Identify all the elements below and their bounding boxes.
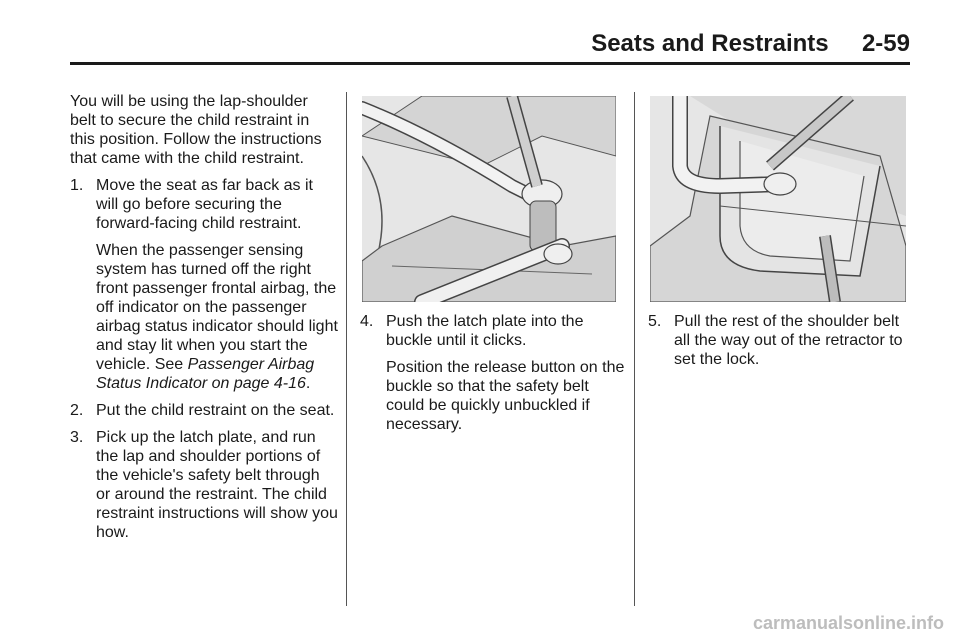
header-rule [70, 62, 910, 65]
step-number: 5. [648, 313, 662, 330]
column-2 [360, 312, 628, 442]
step-number: 3. [70, 429, 84, 446]
step-text: Push the latch plate into the buckle until it clicks. [386, 313, 584, 349]
illustration-shoulder-belt [650, 96, 906, 302]
step-text: Pull the rest of the shoulder belt all the way out of the retractor to set the lock. [674, 313, 903, 368]
shoulder-belt-drawing [650, 96, 906, 302]
step-2 [70, 401, 338, 428]
watermark: carmanualsonline.info [752, 613, 944, 633]
column-3 [648, 312, 916, 377]
step-number: 4. [360, 313, 374, 330]
step-text: Move the seat as far back as it will go before securing the forward-facing child restraint. [96, 177, 313, 232]
column-divider-2 [634, 92, 635, 606]
step-5 [648, 312, 916, 377]
illustration-latch-buckle [362, 96, 616, 302]
step-number: 2. [70, 402, 84, 419]
section-title: Seats and Restraints [591, 30, 829, 57]
note-text: When the passenger sensing system has turned off the right front passenger frontal airbag, the off indicator on the passenger airbag status indicator should light and stay lit when you start the vehicle. See [96, 242, 338, 373]
step-text: Put the child restraint on the seat. [96, 402, 335, 419]
page-header [70, 30, 910, 64]
step-1 [70, 176, 338, 241]
note-end: . [305, 375, 311, 392]
step-3 [70, 428, 338, 550]
intro-paragraph: You will be using the lap-shoulder belt to secure the child restraint in this position. Follow the instructions that came with the child restraint. [70, 93, 322, 167]
cross-reference-link[interactable]: Passenger Airbag Status Indicator on page 4-16 [96, 356, 315, 392]
column-divider-1 [346, 92, 347, 606]
step-4-note: Position the release button on the buckle so that the safety belt could be quickly unbuckled if necessary. [386, 359, 625, 433]
header-title [591, 30, 910, 58]
step-4 [360, 312, 628, 358]
step-1-note [70, 241, 338, 393]
step-number: 1. [70, 177, 84, 194]
latch-buckle-drawing [362, 96, 616, 302]
step-text: Pick up the latch plate, and run the lap and shoulder portions of the vehicle's safety belt through or around the restraint. The child restraint instructions will show you how. [96, 429, 338, 541]
column-1 [70, 92, 338, 550]
page-number: 2-59 [861, 30, 910, 57]
